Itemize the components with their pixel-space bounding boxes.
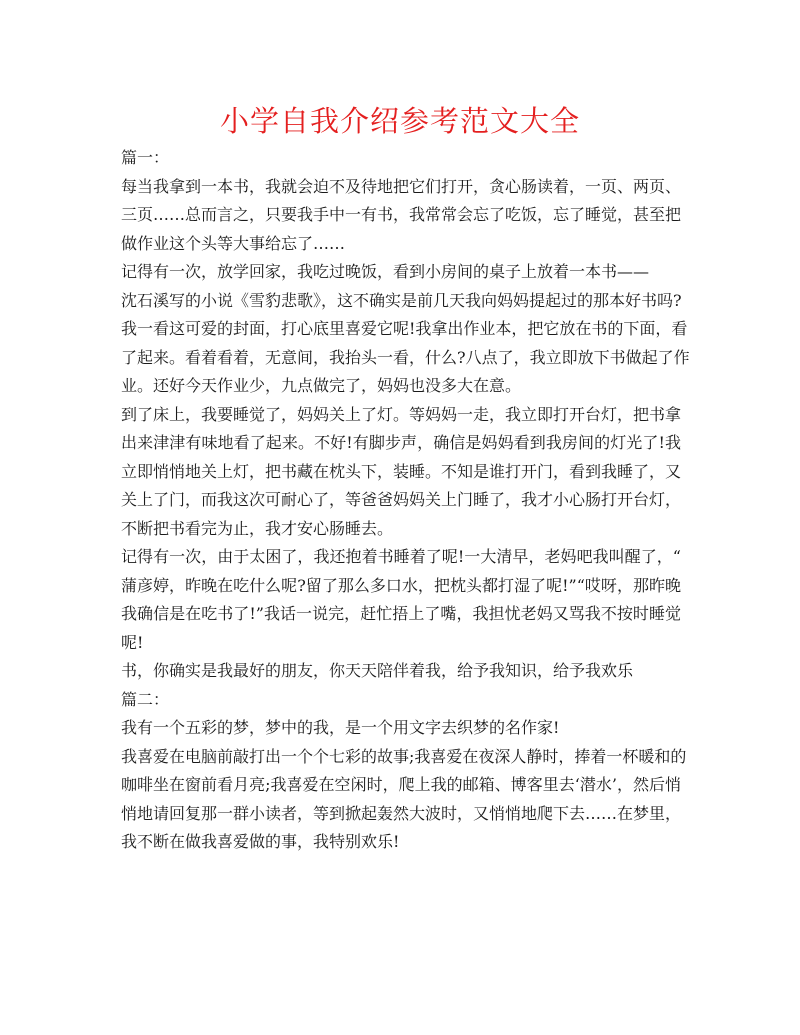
text-line: 蒲彦婷，昨晚在吃什么呢?留了那么多口水，把枕头都打湿了呢!”“哎呀，那昨晚 [121, 575, 681, 595]
text-line: 关上了门，而我这次可耐心了，等爸爸妈妈关上门睡了，我才小心肠打开台灯， [121, 490, 682, 509]
text-line: 业。还好今天作业少，九点做完了，妈妈也没多大在意。 [121, 376, 522, 395]
document-body [121, 144, 690, 857]
text-line: 做作业这个头等大事给忘了…… [121, 233, 346, 253]
text-line: 呢! [121, 632, 144, 652]
text-line: 我喜爱在电脑前敲打出一个个七彩的故事;我喜爱在夜深人静时，捧着一杯暖和的 [121, 746, 687, 766]
text-line: 记得有一次，放学回家，我吃过晚饭，看到小房间的桌子上放着一本书—— [121, 262, 650, 281]
text-line: 沈石溪写的小说《雪豹悲歌》，这不确实是前几天我向妈妈提起过的那本好书吗? [121, 290, 682, 310]
text-line: 三页……总而言之，只要我手中一有书，我常常会忘了吃饭，忘了睡觉，甚至把 [121, 205, 682, 224]
text-line: 我不断在做我喜爱做的事，我特别欢乐! [121, 832, 400, 851]
text-line: 咖啡坐在窗前看月亮;我喜爱在空闲时，爬上我的邮箱、博客里去‘潜水’，然后悄 [121, 775, 681, 794]
text-line: 每当我拿到一本书，我就会迫不及待地把它们打开，贪心肠读着，一页、两页、 [121, 176, 682, 196]
text-line: 书，你确实是我最好的朋友，你天天陪伴着我，给予我知识，给予我欢乐 [121, 661, 634, 680]
text-line: 了起来。看着看着，无意间，我抬头一看，什么?八点了，我立即放下书做起了作 [121, 347, 690, 367]
section-heading-2: 篇二： [121, 689, 170, 709]
text-line: 记得有一次，由于太困了，我还抱着书睡着了呢!一大清早，老妈吧我叫醒了，“ [121, 547, 681, 566]
text-line: 立即悄悄地关上灯，把书藏在枕头下，装睡。不知是谁打开门，看到我睡了，又 [121, 461, 682, 481]
text-line: 我确信是在吃书了!”我话一说完，赶忙捂上了嘴，我担忧老妈又骂我不按时睡觉 [121, 604, 681, 623]
text-line: 出来津津有味地看了起来。不好!有脚步声，确信是妈妈看到我房间的灯光了!我 [121, 433, 681, 452]
text-line: 悄地请回复那一群小读者，等到掀起轰然大波时，又悄悄地爬下去……在梦里， [121, 803, 682, 823]
document-title: 小学自我介绍参考范文大全 [219, 104, 580, 138]
text-line: 不断把书看完为止，我才安心肠睡去。 [121, 518, 394, 538]
text-line: 到了床上，我要睡觉了，妈妈关上了灯。等妈妈一走，我立即打开台灯，把书拿 [121, 404, 682, 424]
section-heading-1: 篇一： [121, 148, 170, 167]
text-line: 我有一个五彩的梦，梦中的我，是一个用文字去织梦的名作家! [121, 718, 560, 737]
text-line: 我一看这可爱的封面，打心底里喜爱它呢!我拿出作业本，把它放在书的下面，看 [121, 319, 688, 338]
